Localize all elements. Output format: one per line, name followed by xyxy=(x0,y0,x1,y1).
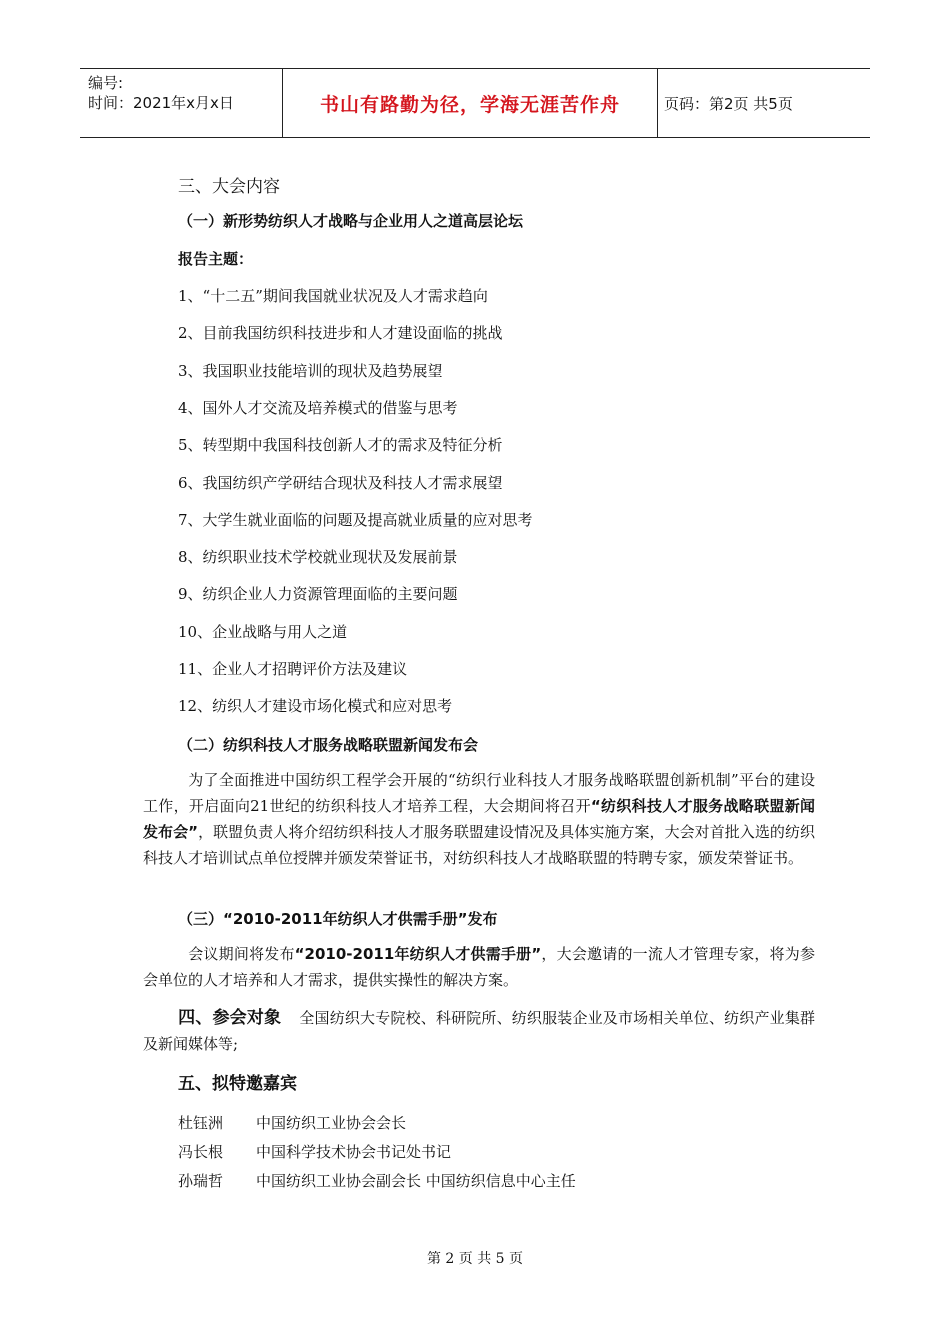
guest-role: 中国科学技术协会书记处书记 xyxy=(256,1143,452,1161)
header-page: 页码：第2页 共5页 xyxy=(664,94,793,113)
report-topic-item: 11、企业人才招聘评价方法及建议 xyxy=(178,660,408,678)
report-topic-item: 6、我国纺织产学研结合现状及科技人才需求展望 xyxy=(178,473,503,492)
guest-role: 中国纺织工业协会会长 xyxy=(256,1114,407,1132)
guest-name: 冯长根 xyxy=(178,1143,224,1161)
section3-sub3-title: （三）“2010-2011年纺织人才供需手册”发布 xyxy=(178,910,498,928)
guest-name: 杜钰洲 xyxy=(178,1114,224,1132)
section4-text: 全国纺织大专院校、科研院所、纺织服装企业及市场相关单位、纺织产业集群及新闻媒体等; xyxy=(143,1009,815,1053)
report-topic-item: 10、企业战略与用人之道 xyxy=(178,622,348,641)
header-motto-cell xyxy=(282,69,658,137)
report-topic-item: 3、我国职业技能培训的现状及趋势展望 xyxy=(178,361,443,380)
section3-sub3-paragraph xyxy=(143,941,815,993)
section3-sub1-title: （一）新形势纺织人才战略与企业用人之道高层论坛 xyxy=(178,212,524,230)
report-topic-item: 1、“十二五”期间我国就业状况及人才需求趋向 xyxy=(178,287,488,305)
sub2-text-a: 为了全面推进中国纺织工程学会开展的“纺织行业科技人才服务战略联盟创新机制”平台的建设工作，开启面向21世纪的纺织科技人才培养工程，大会期间将召开 xyxy=(143,771,815,815)
header-motto: 书山有路勤为径，学海无涯苦作舟 xyxy=(319,93,620,116)
report-topic-item: 9、纺织企业人力资源管理面临的主要问题 xyxy=(178,585,458,604)
section3-sub2-title: （二）纺织科技人才服务战略联盟新闻发布会 xyxy=(178,736,479,754)
report-topic-item: 12、纺织人才建设市场化模式和应对思考 xyxy=(178,697,453,716)
report-topic-item: 5、转型期中我国科技创新人才的需求及特征分析 xyxy=(178,436,503,455)
guest-name: 孙瑞哲 xyxy=(178,1172,224,1190)
guest-role: 中国纺织工业协会副会长 中国纺织信息中心主任 xyxy=(256,1172,576,1190)
sub3-text-a: 会议期间将发布 xyxy=(188,945,295,963)
sub2-text-bold: “纺织科技人才服务战略联盟新闻发布会” xyxy=(143,797,815,841)
sub2-text-b: ，联盟负责人将介绍纺织科技人才服务联盟建设情况及具体实施方案，大会对首批入选的纺织科技人才培训试点单位授牌并颁发荣誉证书，对纺织科技人才战略联盟的特聘专家，颁发荣誉证书。 xyxy=(143,823,816,867)
page-header xyxy=(80,68,870,138)
section4-title: 四、参会对象 xyxy=(178,1008,282,1028)
sub3-text-b: ，大会邀请的一流人才管理专家，将为参会单位的人才培养和人才需求，提供实操性的解决方案。 xyxy=(143,945,815,989)
report-topic-item: 8、纺织职业技术学校就业现状及发展前景 xyxy=(178,548,458,567)
header-number: 编号: xyxy=(88,74,124,92)
header-meta xyxy=(80,69,282,137)
report-topic-item: 2、目前我国纺织科技进步和人才建设面临的挑战 xyxy=(178,324,503,343)
guest-row xyxy=(178,1141,451,1162)
guest-row xyxy=(178,1112,406,1133)
report-topic-item: 4、国外人才交流及培养模式的借鉴与思考 xyxy=(178,398,458,417)
guest-row xyxy=(178,1170,576,1191)
page-footer: 第 2 页 共 5 页 xyxy=(426,1251,524,1267)
section3-title: 三、大会内容 xyxy=(178,177,280,197)
header-time: 时间：2021年x月x日 xyxy=(88,94,234,112)
report-topic-label: 报告主题： xyxy=(178,250,254,268)
section3-sub2-paragraph xyxy=(143,767,815,871)
section4-paragraph xyxy=(143,1005,815,1057)
report-topic-item: 7、大学生就业面临的问题及提高就业质量的应对思考 xyxy=(178,510,533,529)
section5-title: 五、拟特邀嘉宾 xyxy=(178,1074,297,1094)
sub3-text-bold: “2010-2011年纺织人才供需手册” xyxy=(294,945,542,963)
